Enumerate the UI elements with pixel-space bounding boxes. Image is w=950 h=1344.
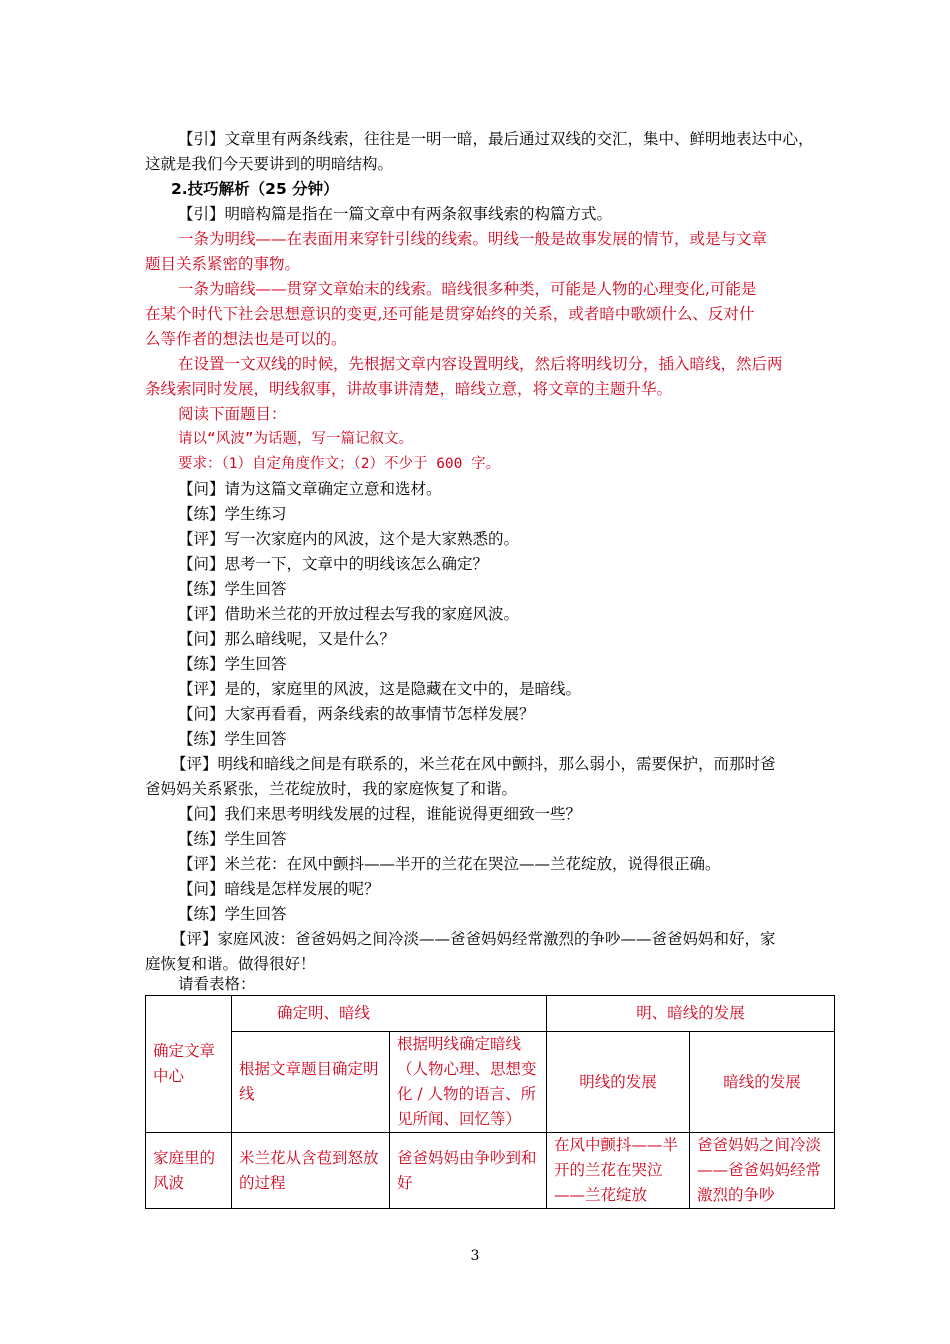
table-header-cell: 确定明、暗线 [232,996,547,1032]
paragraph: 阅读下面题目： [178,405,287,423]
table-header-cell: 确定文章中心 [146,996,232,1133]
table-header-cell: 暗线的发展 [690,1032,835,1133]
paragraph: 【问】暗线是怎样发展的呢？ [178,880,380,898]
paragraph: 【引】文章里有两条线索，往往是一明一暗，最后通过双线的交汇，集中、鲜明地表达中心， [178,130,814,148]
paragraph: 【引】明暗构篇是指在一篇文章中有两条叙事线索的构篇方式。 [178,205,613,223]
paragraph: 爸妈妈关系紧张，兰花绽放时，我的家庭恢复了和谐。 [145,780,518,798]
paragraph: 一条为明线——在表面用来穿针引线的线索。明线一般是故事发展的情节，或是与文章 [178,230,768,248]
paragraph: 这就是我们今天要讲到的明暗结构。 [145,155,394,173]
structure-table [145,995,835,1209]
paragraph: 【问】大家再看看，两条线索的故事情节怎样发展？ [178,705,535,723]
paragraph: 在设置一文双线的时候，先根据文章内容设置明线，然后将明线切分，插入暗线，然后两 [178,355,783,373]
section-heading: 2.技巧解析（25 分钟） [171,180,339,198]
table-header-cell: 明线的发展 [547,1032,690,1133]
paragraph: 一条为暗线——贯穿文章始末的线索。暗线很多种类，可能是人物的心理变化,可能是 [178,280,757,298]
paragraph: 【问】请为这篇文章确定立意和选材。 [178,480,442,498]
table-cell: 爸爸妈妈由争吵到和好 [390,1133,547,1209]
table-cell: 爸爸妈妈之间冷淡——爸爸妈妈经常激烈的争吵 [690,1133,835,1209]
page-number: 3 [470,1248,480,1264]
paragraph: 在某个时代下社会思想意识的变更,还可能是贯穿始终的关系，或者暗中歌颂什么、反对什 [145,305,755,323]
table-cell: 米兰花从含苞到怒放的过程 [232,1133,390,1209]
paragraph: 【问】我们来思考明线发展的过程，谁能说得更细致一些？ [178,805,582,823]
paragraph: 【评】写一次家庭内的风波，这个是大家熟悉的。 [178,530,520,548]
paragraph: 【问】那么暗线呢，又是什么？ [178,630,396,648]
paragraph: 【练】学生练习 [178,505,287,523]
paragraph: 【评】明线和暗线之间是有联系的，米兰花在风中颤抖，那么弱小，需要保护，而那时爸 [171,755,776,773]
paragraph: 【练】学生回答 [178,655,287,673]
paragraph: 请看表格： [178,975,256,993]
paragraph: 么等作者的想法也是可以的。 [145,330,347,348]
table-header-cell: 根据明线确定暗线（人物心理、思想变化 / 人物的语言、所见所闻、回忆等） [390,1032,547,1133]
paragraph: 题目关系紧密的事物。 [145,255,301,273]
paragraph: 【练】学生回答 [178,580,287,598]
paragraph: 【评】家庭风波：爸爸妈妈之间冷淡——爸爸妈妈经常激烈的争吵——爸爸妈妈和好，家 [171,930,776,948]
paragraph: 【问】思考一下，文章中的明线该怎么确定？ [178,555,489,573]
prompt-text: 请以“风波”为话题，写一篇记叙文。 [178,431,413,447]
prompt-text: 要求：（1）自定角度作文；（2）不少于 600 字。 [178,456,501,472]
paragraph: 【评】米兰花：在风中颤抖——半开的兰花在哭泣——兰花绽放，说得很正确。 [178,855,721,873]
table-header-cell: 明、暗线的发展 [547,996,835,1032]
table-header-cell: 根据文章题目确定明线 [232,1032,390,1133]
paragraph: 【评】是的，家庭里的风波，这是隐藏在文中的，是暗线。 [178,680,582,698]
paragraph: 【练】学生回答 [178,905,287,923]
paragraph: 条线索同时发展，明线叙事，讲故事讲清楚，暗线立意，将文章的主题升华。 [145,380,673,398]
table-cell: 在风中颤抖——半开的兰花在哭泣——兰花绽放 [547,1133,690,1209]
paragraph: 【练】学生回答 [178,730,287,748]
table-cell: 家庭里的风波 [146,1133,232,1209]
paragraph: 庭恢复和谐。做得很好！ [145,955,316,973]
paragraph: 【练】学生回答 [178,830,287,848]
paragraph: 【评】借助米兰花的开放过程去写我的家庭风波。 [178,605,520,623]
